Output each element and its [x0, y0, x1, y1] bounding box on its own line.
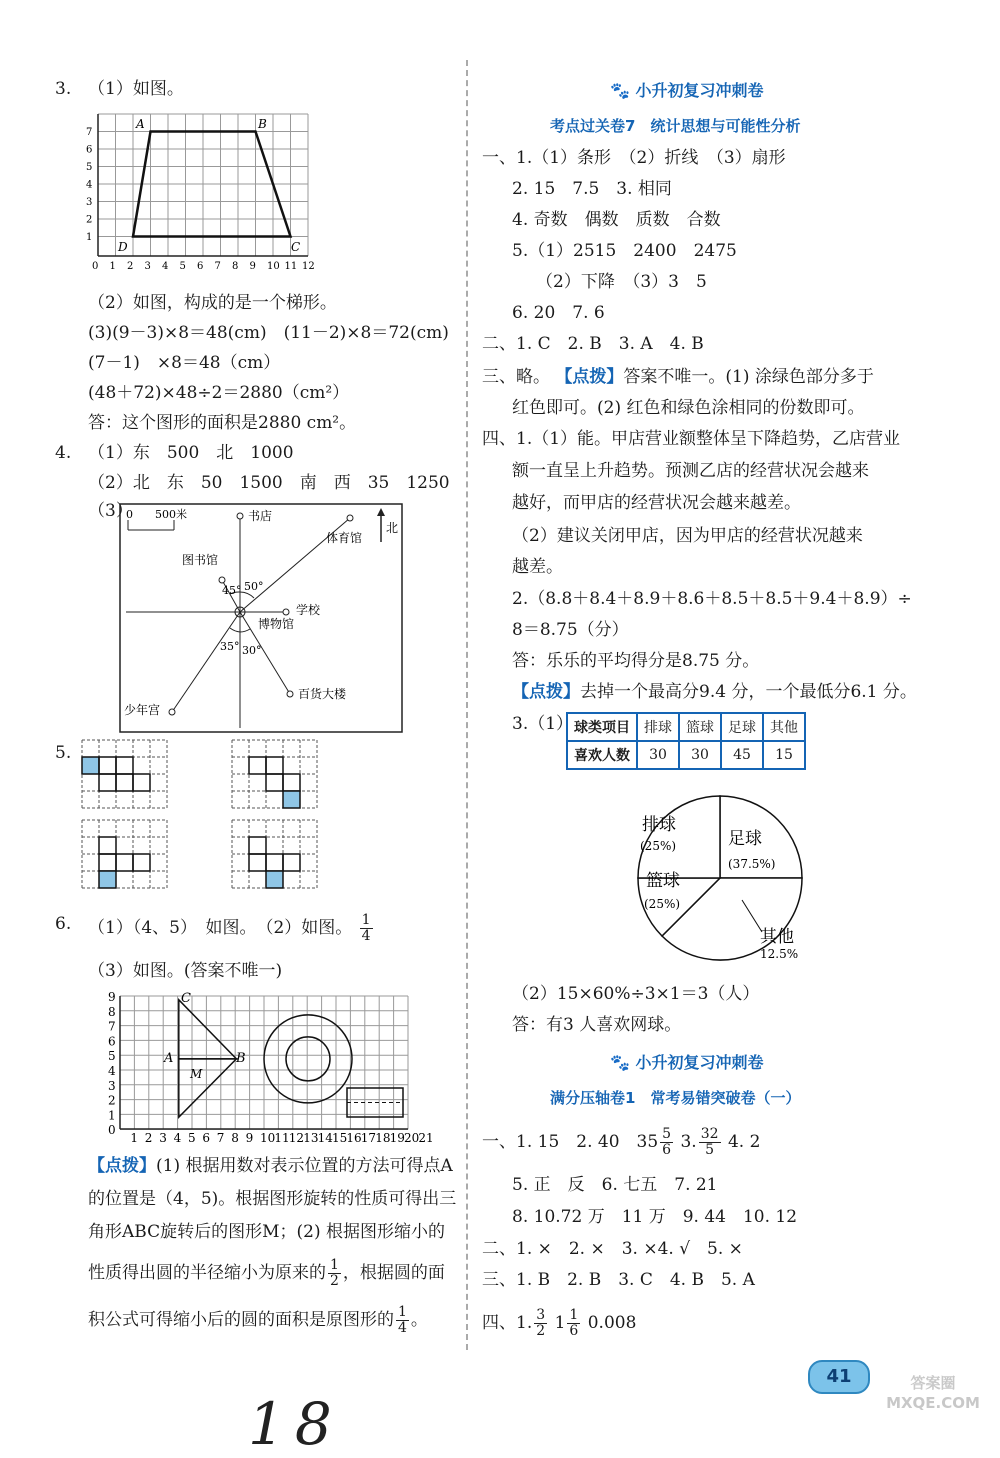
q4-part1: （1）东 500 北 1000: [88, 443, 294, 463]
r-s4-l6: 2.（8.8＋8.4＋8.9＋8.6＋8.5＋8.5＋9.4＋8.9）÷: [512, 589, 912, 609]
angle-35: 35°: [220, 640, 240, 653]
q6-xtick: 6: [202, 1131, 211, 1145]
q3-xtick: 11: [284, 261, 298, 272]
point-b-label: B: [258, 117, 267, 131]
point-c-label: C: [291, 240, 301, 254]
label-c: C: [181, 991, 191, 1006]
q5-grid-2: [232, 740, 317, 808]
place-shudian: 书店: [248, 509, 273, 523]
q3-xtick: 8: [232, 261, 239, 272]
q4-part3: （3）: [88, 501, 133, 521]
q5-cell: [249, 757, 266, 774]
r-s1-l4: 5.（1）2515 2400 2475: [512, 241, 737, 261]
r-s4-l10: 3.（1）: [512, 714, 574, 734]
q6-number: 6.: [55, 914, 72, 934]
q3-part3: (3)(9－3)×8＝48(cm) (11－2)×8＝72(cm): [88, 323, 449, 343]
q3-part2: （2）如图，构成的是一个梯形。: [88, 293, 337, 313]
q6-xtick: 1: [130, 1131, 139, 1145]
q5-cell: [99, 854, 116, 871]
q3-ytick: 7: [86, 127, 93, 138]
r-s1-l3: 4. 奇数 偶数 质数 合数: [512, 210, 721, 230]
label-b: B: [236, 1051, 246, 1066]
q4-part2: （2）北 东 50 1500 南 西 35 1250: [88, 473, 450, 493]
r-s6-l6: 四、1. $\frac{3}{2}$ 1 $\frac{1}{6}$ 0.008: [482, 1307, 637, 1339]
q3-xtick: 10: [267, 261, 280, 272]
q3-trapezoid-grid: [78, 106, 318, 271]
pie-label-3: 其他: [760, 927, 794, 947]
q6-xtick: 10: [260, 1131, 276, 1145]
q5-cell: [266, 854, 283, 871]
place-baihuo: 百货大楼: [298, 687, 347, 701]
r-s3-l1: 三、略。 【点拨】答案不唯一。(1) 涂绿色部分多于: [482, 367, 874, 387]
q5-cell: [249, 854, 266, 871]
q5-grid-3: [82, 820, 167, 888]
point-a-label: A: [136, 117, 145, 131]
q6-xtick: 17: [360, 1131, 377, 1145]
q3-xtick: 3: [144, 261, 151, 272]
q6-ytick: 9: [108, 990, 116, 1004]
place-shaoniangong: 少年宫: [124, 703, 161, 717]
r-s6-l3: 8. 10.72 万 11 万 9. 44 10. 12: [512, 1207, 798, 1227]
q3-ytick: 1: [86, 232, 93, 243]
place-tushuguan: 图书馆: [182, 553, 219, 567]
r-s1-l6: 6. 20 7. 6: [512, 303, 605, 323]
q5-shape-grids: [82, 740, 332, 896]
r-s4-l9: 【点拨】去掉一个最高分9.4 分，一个最低分6.1 分。: [512, 682, 917, 702]
r-s4-l3: 越好，而甲店的经营状况会越来越差。: [512, 493, 801, 513]
section-title-2: 满分压轴卷1 常考易错突破卷（一）: [550, 1089, 801, 1107]
r-s3-l2: 红色即可。(2) 红色和绿色涂相同的份数即可。: [512, 398, 865, 418]
section-header-2: 🐾 小升初复习冲刺卷: [610, 1053, 764, 1072]
place-xuexiao: 学校: [296, 603, 321, 617]
hint-line1: 【点拨】(1) 根据用数对表示位置的方法可得点A: [88, 1156, 453, 1176]
r-s1-l2: 2. 15 7.5 3. 相同: [512, 179, 672, 199]
q3-y-ticks: [86, 127, 92, 243]
north-arrow-icon: [377, 508, 385, 516]
q6-part1: [88, 913, 375, 944]
pie-label-2: 篮球: [646, 871, 680, 891]
section-title-1: 考点过关卷7 统计思想与可能性分析: [550, 117, 801, 135]
q3-xtick: 5: [179, 261, 186, 272]
q6-xtick: 11: [274, 1131, 290, 1145]
q5-cell: [99, 837, 116, 854]
q5-cell: [99, 774, 116, 791]
q6-ytick: 8: [108, 1004, 116, 1019]
q6-fraction: $\frac{1}{4}$: [361, 912, 371, 944]
r-s1-l1: 一、1.（1）条形 （2）折线 （3）扇形: [482, 148, 786, 168]
q3-ytick: 6: [86, 144, 93, 156]
label-m: M: [190, 1067, 203, 1081]
r-s4-l2: 额一直呈上升趋势。预测乙店的经营状况会越来: [512, 461, 869, 481]
q5-cell: [116, 757, 133, 774]
angle-45: 45°: [222, 584, 242, 597]
r-s6-l2: 5. 正 反 6. 七五 7. 21: [512, 1175, 718, 1195]
q3-ytick: 3: [86, 197, 93, 208]
q5-cell: [283, 791, 300, 808]
q6-ytick: 3: [108, 1078, 116, 1093]
q3-xtick: 2: [127, 261, 134, 272]
r-s4-l4: （2）建议关闭甲店，因为甲店的经营状况越来: [512, 526, 863, 546]
pie-chart: [610, 790, 840, 970]
q5-cell: [249, 837, 266, 854]
q5-cell: [283, 854, 300, 871]
north-label: 北: [386, 521, 399, 535]
q5-cell: [133, 854, 150, 871]
q6-part2: （3）如图。(答案不唯一): [88, 961, 283, 981]
q5-cell: [116, 854, 133, 871]
q5-cell: [116, 774, 133, 791]
pie-slice-2: [638, 796, 720, 878]
r-s6-l4: 二、1. × 2. × 3. ×4. √ 5. ×: [482, 1239, 743, 1259]
page-number-badge: [808, 1360, 870, 1394]
q6-xtick: 7: [216, 1131, 225, 1145]
triangle-abc: [179, 1000, 237, 1059]
r-s4-l1: 四、1.（1）能。甲店营业额整体呈下降趋势，乙店营业: [482, 429, 901, 449]
q6-xtick: 5: [188, 1131, 196, 1145]
q3-xtick: 6: [197, 261, 204, 272]
place-bowuguan: 博物馆: [258, 617, 295, 631]
hint-line2: 的位置是（4，5)。根据图形旋转的性质可得出三: [88, 1189, 457, 1209]
point-d-label: D: [118, 240, 128, 254]
r-s6-l1: 一、1. 15 2. 40 35 $\frac{5}{6}$ 3. $\frac{32}{5}$ 4. 2: [482, 1126, 761, 1158]
q6-ytick: 2: [108, 1093, 116, 1108]
q5-cell: [99, 871, 116, 888]
q3-xtick: 9: [249, 261, 256, 272]
q5-cell: [266, 871, 283, 888]
r-s2: 二、1. C 2. B 3. A 4. B: [482, 334, 704, 354]
q3-part5: (48＋72)×48÷2＝2880（cm²）: [88, 383, 350, 403]
q6-xtick: 16: [346, 1131, 362, 1145]
q6-xtick: 13: [303, 1131, 319, 1145]
paw-icon: 🐾: [610, 81, 630, 100]
q6-xtick: 15: [332, 1131, 348, 1145]
q5-number: 5.: [55, 743, 72, 763]
ball-table-row: 喜欢人数 30 30 45 15: [567, 741, 805, 769]
r-s4-l8: 答：乐乐的平均得分是8.75 分。: [512, 651, 760, 671]
column-divider: [466, 60, 468, 1350]
q3-xtick: 4: [162, 261, 169, 272]
q3-xtick: 7: [214, 261, 221, 272]
q3-part1: （1）如图。: [88, 79, 184, 99]
paw-icon-2: 🐾: [610, 1053, 630, 1072]
hint-line4: 性质得出圆的半径缩小为原来的 $\frac{1}{2}$ ，根据圆的面: [88, 1257, 445, 1289]
q6-ytick: 7: [108, 1019, 116, 1034]
q6-xtick: 21: [418, 1131, 434, 1145]
q6-ytick: 0: [108, 1123, 116, 1138]
q3-xtick: 12: [302, 261, 315, 272]
q6-xtick: 20: [404, 1131, 420, 1145]
pie-label-0: 排球: [642, 815, 676, 835]
pie-percent-3: 12.5%: [760, 947, 799, 961]
q4-number: 4.: [55, 443, 72, 463]
q6-part1-text: （1）（4、5） 如图。 （2）如图。: [88, 918, 353, 938]
q5-cell: [283, 774, 300, 791]
angle-30: 30°: [242, 644, 262, 657]
q3-xtick: 0: [92, 261, 99, 272]
pie-percent-2: (25%): [644, 897, 681, 911]
q6-xtick: 19: [389, 1131, 405, 1145]
q6-xtick: 12: [288, 1131, 305, 1145]
q3-xtick: 1: [109, 261, 116, 272]
label-a: A: [164, 1051, 174, 1066]
q6-ytick: 6: [108, 1034, 116, 1049]
q6-xtick: 2: [144, 1131, 153, 1145]
r-s5-l1: （2）15×60%÷3×1＝3（人）: [512, 984, 760, 1004]
ball-table-header: 球类项目 排球 篮球 足球 其他: [567, 713, 805, 741]
big-circle: [264, 1015, 352, 1103]
section-header-1: 🐾 小升初复习冲刺卷: [610, 81, 764, 100]
hint-line3: 角形ABC旋转后的图形M；(2) 根据图形缩小的: [88, 1222, 445, 1242]
q3-ytick: 2: [86, 214, 93, 226]
q6-ytick: 5: [108, 1049, 116, 1064]
q3-ytick: 4: [86, 179, 93, 191]
hint-line5: 积公式可得缩小后的圆的面积是原图形的 $\frac{1}{4}$ 。: [88, 1304, 428, 1336]
q3-part4: (7－1) ×8＝48（cm）: [88, 353, 281, 373]
q3-number: 3.: [55, 79, 72, 99]
watermark: 答案圈 MXQE.COM: [886, 1374, 980, 1412]
angle-50: 50°: [244, 580, 264, 593]
pie-percent-0: (25%): [640, 839, 677, 853]
q5-cell: [266, 774, 283, 791]
r-s4-l7: 8＝8.75（分）: [512, 620, 629, 640]
q3-answer: 答：这个图形的面积是2880 cm²。: [88, 413, 357, 433]
q6-ytick: 1: [108, 1108, 116, 1123]
r-s1-l5: （2）下降 （3）3 5: [536, 272, 707, 292]
q5-cell: [99, 757, 116, 774]
q6-xtick: 4: [173, 1131, 182, 1145]
q6-coordinate-grid: [98, 988, 434, 1145]
place-tiyuguan: 体育馆: [326, 531, 363, 545]
r-s4-l5: 越差。: [512, 557, 563, 577]
q3-x-ticks: [92, 261, 315, 272]
triangle-m: [179, 1059, 237, 1117]
q5-grid-4: [232, 820, 317, 888]
pie-label-1: 足球: [728, 829, 762, 849]
scale-label: 0 500米: [126, 508, 187, 521]
pie-percent-1: (37.5%): [728, 857, 776, 871]
q3-ytick: 5: [86, 162, 93, 173]
q6-xtick: 18: [375, 1131, 391, 1145]
q5-cell: [133, 774, 150, 791]
ball-table: [566, 712, 806, 770]
q6-xtick: 8: [231, 1131, 239, 1145]
q6-xtick: 3: [159, 1131, 167, 1145]
q5-cell: [82, 757, 99, 774]
q6-ytick: 4: [108, 1064, 116, 1078]
q6-xtick: 14: [317, 1131, 333, 1145]
q4-direction-map: [118, 502, 404, 734]
q5-cell: [266, 757, 283, 774]
page-number: 41: [826, 1366, 852, 1387]
r-s5-l2: 答：有3 人喜欢网球。: [512, 1015, 682, 1035]
q6-xtick: 9: [245, 1131, 254, 1145]
r-s6-l5: 三、1. B 2. B 3. C 4. B 5. A: [482, 1270, 755, 1290]
handwritten-number: 18: [248, 1390, 342, 1458]
q5-grid-1: [82, 740, 167, 808]
